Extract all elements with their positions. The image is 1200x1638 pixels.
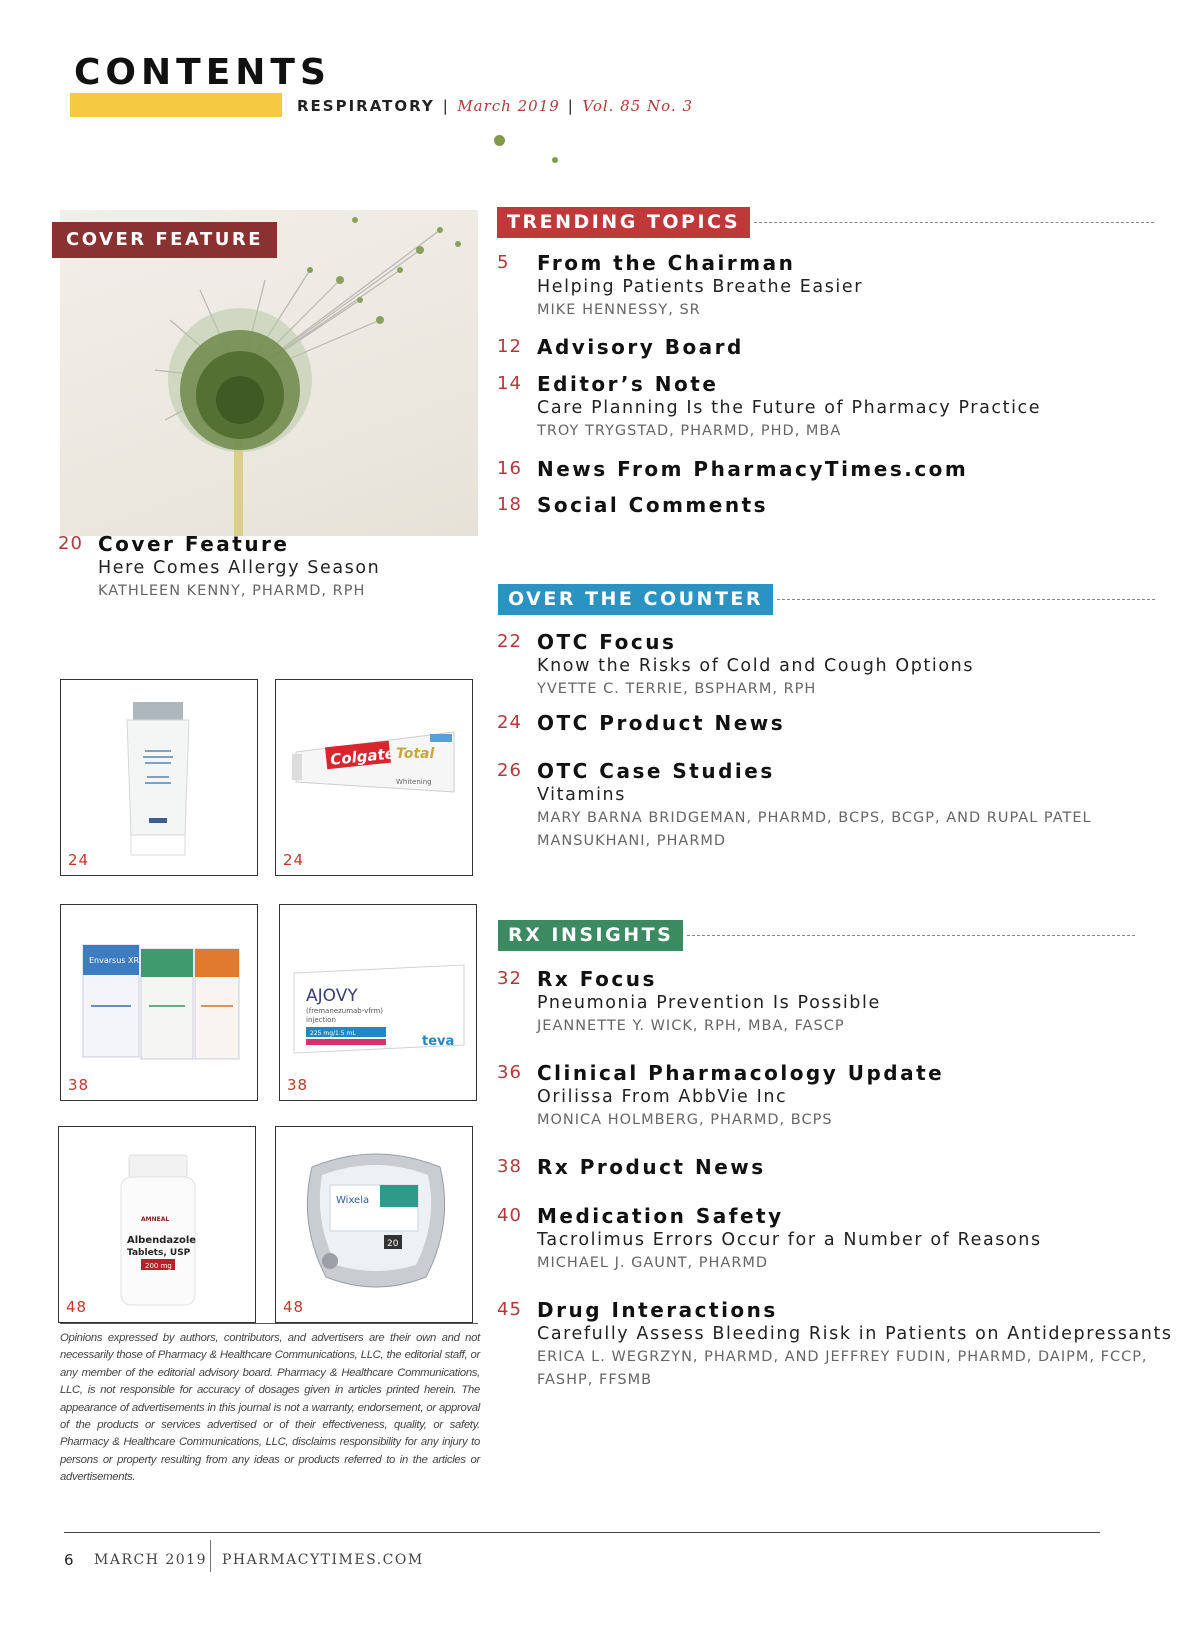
colgate-brand-text: Colgate: [329, 744, 396, 769]
inhaler-device-icon: [276, 1127, 473, 1323]
envarsus-brand-text: Envarsus XR: [89, 956, 140, 965]
issue-volume: Vol. 85 No. 3: [582, 97, 694, 115]
entry-subtitle: Tacrolimus Errors Occur for a Number of Reasons: [537, 1230, 1042, 1250]
entry-author: MICHAEL J. GAUNT, PHARMD: [537, 1255, 769, 1271]
product-page-number: 48: [66, 1298, 88, 1316]
issue-info: [297, 97, 693, 115]
entry-title: Clinical Pharmacology Update: [537, 1061, 945, 1085]
product-page-number: 24: [283, 851, 305, 869]
title-accent-bar: [70, 93, 282, 117]
entry-author: MIKE HENNESSY, SR: [537, 302, 701, 318]
entry-title: From the Chairman: [537, 251, 796, 275]
colgate-variant-text: Whitening: [396, 778, 432, 786]
product-page-number: 48: [283, 1298, 305, 1316]
section-label: RX INSIGHTS: [498, 920, 683, 951]
page-number: 16: [497, 458, 522, 479]
page-number: 14: [497, 373, 522, 394]
product-box[interactable]: [60, 904, 258, 1101]
entry-title: Rx Product News: [537, 1155, 766, 1179]
entry-title: OTC Case Studies: [537, 759, 775, 783]
entry-title: News From PharmacyTimes.com: [537, 457, 969, 481]
entry-author: KATHLEEN KENNY, PHARMD, RPH: [98, 583, 366, 599]
albendazole-maker-text: AMNEAL: [141, 1216, 170, 1223]
product-box[interactable]: [275, 1126, 473, 1323]
page-number: 22: [497, 631, 522, 652]
product-page-number: 24: [68, 851, 90, 869]
separator: |: [567, 97, 575, 115]
entry-author: JEANNETTE Y. WICK, RPH, MBA, FASCP: [537, 1018, 845, 1034]
product-page-number: 38: [68, 1076, 90, 1094]
footer-website-link[interactable]: PHARMACYTIMES.COM: [222, 1552, 424, 1568]
albendazole-brand-text: Albendazole: [127, 1235, 197, 1246]
entry-author-cont: MANSUKHANI, PHARMD: [537, 833, 727, 849]
entry-title: Rx Focus: [537, 967, 657, 991]
entry-subtitle: Carefully Assess Bleeding Risk in Patients on Antidepressants: [537, 1324, 1173, 1344]
entry-title: Cover Feature: [98, 532, 290, 556]
ajovy-box-icon: [280, 905, 477, 1101]
divider: [754, 222, 1154, 223]
entry-subtitle: Know the Risks of Cold and Cough Options: [537, 656, 975, 676]
page-number: 5: [497, 252, 510, 273]
product-box[interactable]: [275, 679, 473, 876]
entry-author: TROY TRYGSTAD, PHARMD, PHD, MBA: [537, 423, 842, 439]
page-number: 20: [58, 533, 83, 554]
entry-title: OTC Product News: [537, 711, 786, 735]
albendazole-bottle-icon: [59, 1127, 256, 1323]
page-title: CONTENTS: [74, 52, 331, 93]
ajovy-brand-text: AJOVY: [306, 986, 358, 1006]
colgate-toothpaste-icon: [276, 680, 473, 876]
ajovy-dose-text: 225 mg/1.5 mL: [310, 1030, 356, 1037]
dandelion-illustration-icon: [60, 210, 478, 536]
ajovy-generic-text: (fremanezumab-vfrm): [306, 1007, 383, 1015]
seed-decoration: [494, 135, 505, 146]
footer-divider: [64, 1532, 1100, 1533]
cover-image: [60, 210, 478, 536]
skincare-tube-icon: [61, 680, 258, 876]
product-page-number: 38: [287, 1076, 309, 1094]
seed-decoration: [552, 157, 558, 163]
page-number: 36: [497, 1062, 522, 1083]
section-header-otc: [498, 584, 1155, 615]
page-number: 12: [497, 336, 522, 357]
albendazole-form-text: Tablets, USP: [127, 1248, 191, 1258]
page-number: 32: [497, 968, 522, 989]
page-number: 40: [497, 1205, 522, 1226]
divider: [687, 935, 1135, 936]
entry-title: Medication Safety: [537, 1204, 784, 1228]
product-box[interactable]: [279, 904, 477, 1101]
page-number: 45: [497, 1299, 522, 1320]
entry-author: YVETTE C. TERRIE, BSPHARM, RPH: [537, 681, 817, 697]
ajovy-form-text: injection: [306, 1016, 336, 1024]
envarsus-boxes-icon: [61, 905, 258, 1101]
entry-subtitle: Helping Patients Breathe Easier: [537, 277, 864, 297]
colgate-subbrand-text: Total: [396, 746, 435, 762]
entry-title: Editor’s Note: [537, 372, 719, 396]
page-number: 38: [497, 1156, 522, 1177]
divider: [777, 599, 1155, 600]
entry-subtitle: Pneumonia Prevention Is Possible: [537, 993, 881, 1013]
inhaler-brand-text: Wixela: [336, 1195, 370, 1206]
page-number: 26: [497, 760, 522, 781]
albendazole-dose-text: 200 mg: [145, 1262, 172, 1270]
footer-separator: [210, 1540, 211, 1572]
entry-subtitle: Orilissa From AbbVie Inc: [537, 1087, 788, 1107]
section-label: OVER THE COUNTER: [498, 584, 773, 615]
disclaimer-divider: [60, 1323, 478, 1324]
entry-author: ERICA L. WEGRZYN, PHARMD, AND JEFFREY FUDIN, PHARMD, DAIPM, FCCP,: [537, 1349, 1148, 1365]
entry-subtitle: Here Comes Allergy Season: [98, 558, 381, 578]
product-box[interactable]: [58, 1126, 256, 1323]
entry-title: Drug Interactions: [537, 1298, 778, 1322]
entry-author-cont: FASHP, FFSMB: [537, 1372, 653, 1388]
entry-title: Social Comments: [537, 493, 769, 517]
entry-title: OTC Focus: [537, 630, 677, 654]
page-number: 24: [497, 712, 522, 733]
section-header-trending: [497, 207, 1154, 238]
ajovy-maker-text: teva: [422, 1034, 455, 1049]
issue-category: RESPIRATORY: [297, 97, 435, 115]
entry-author: MARY BARNA BRIDGEMAN, PHARMD, BCPS, BCGP, AND RUPAL PATEL: [537, 810, 1092, 826]
disclaimer-text: Opinions expressed by authors, contributors, and advertisers are their own and not necessarily those of Pharmacy & Healthcare Communications, LLC, the editorial staff, or any member of the editorial advisory board. Pharmacy & Healthcare Communications, LLC, is not responsible for accuracy of dosages given in articles printed herein. The appearance of advertisements in this journal is not a warranty, endorsement, or approval of the products or services advertised or of their effectiveness, quality, or safety. Pharmacy & Healthcare Communications, LLC, disclaims responsibility for any injury to persons or property resulting from any ideas or products referred to in the articles or advertisements.: [60, 1332, 480, 1484]
footer-page-number: 6: [64, 1551, 74, 1569]
entry-author: MONICA HOLMBERG, PHARMD, BCPS: [537, 1112, 833, 1128]
product-box[interactable]: [60, 679, 258, 876]
footer-date: MARCH 2019: [94, 1552, 207, 1568]
entry-subtitle: Care Planning Is the Future of Pharmacy Practice: [537, 398, 1042, 418]
separator: |: [442, 97, 450, 115]
section-header-rx: [498, 920, 1135, 951]
cover-feature-label: COVER FEATURE: [52, 222, 277, 258]
entry-subtitle: Vitamins: [537, 785, 626, 805]
section-label: TRENDING TOPICS: [497, 207, 750, 238]
inhaler-counter-text: 20: [387, 1239, 399, 1249]
issue-date: March 2019: [457, 97, 560, 115]
page-number: 18: [497, 494, 522, 515]
entry-title: Advisory Board: [537, 335, 744, 359]
